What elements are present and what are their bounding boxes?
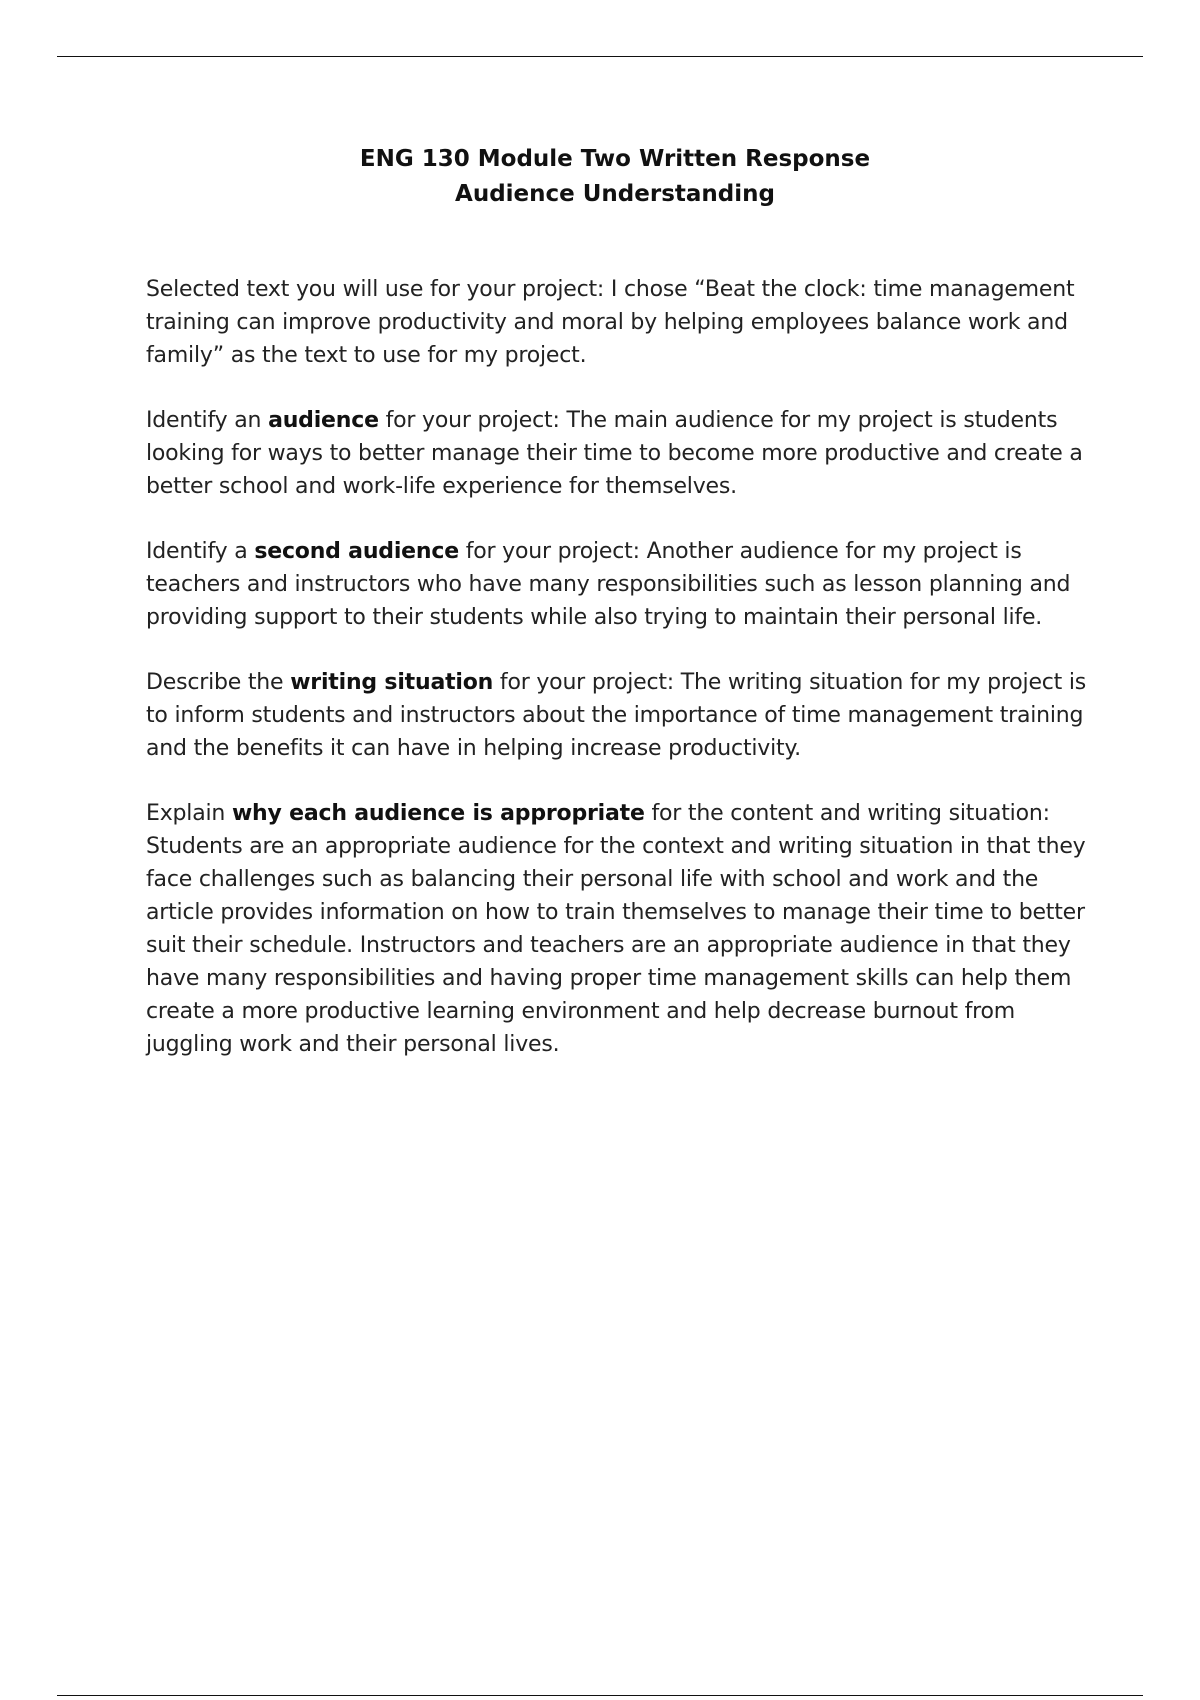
document-body (146, 273, 1102, 1093)
response-text: I chose “Beat the clock: time management training can improve productivity and moral by helping employees balance work and family” as the text to use for my project. (146, 277, 1075, 368)
paragraph-writing-situation (146, 666, 1102, 765)
paragraph-second-audience (146, 535, 1102, 634)
paragraph-audience (146, 404, 1102, 503)
document-title: ENG 130 Module Two Written Response (359, 146, 871, 172)
prompt-suffix: for the content and writing situation: (644, 801, 1050, 826)
document-subtitle: Audience Understanding (455, 181, 775, 207)
prompt-keyword: why each audience is appropriate (231, 801, 645, 826)
prompt-prefix: Explain (146, 801, 232, 826)
prompt-prefix: Identify a (146, 539, 255, 564)
prompt-suffix: for your project: (458, 539, 647, 564)
prompt-suffix: for your project: (493, 670, 681, 695)
prompt-prefix: Describe the (146, 670, 291, 695)
paragraph-selected-text (146, 273, 1102, 372)
response-text: Students are an appropriate audience for the context and writing situation in that they face challenges such as balancing their personal life with school and work and the article provides information on how to train themselves to manage their time to better suit their schedule. Instructors and teachers are an appropriate audience in that they have many responsibilities and having proper time management skills can help them create a more productive learning environment and help decrease burnout from juggling work and their personal lives. (146, 834, 1086, 1057)
paragraph-audience-appropriate (146, 797, 1102, 1061)
response-text: The main audience for my project is students looking for ways to better manage their time to become more productive and create a better school and work-life experience for themselves. (146, 408, 1083, 499)
prompt-prefix: Identify an (146, 408, 269, 433)
prompt-keyword: audience (268, 408, 379, 433)
bottom-rule (57, 1695, 1143, 1696)
top-rule (57, 56, 1143, 57)
document-title-block (0, 142, 1200, 212)
response-text: The writing situation for my project is to inform students and instructors about the importance of time management training and the benefits it can have in helping increase productivity. (146, 670, 1087, 761)
prompt-suffix: for your project: (378, 408, 567, 433)
prompt-keyword: writing situation (290, 670, 494, 695)
response-text: Another audience for my project is teachers and instructors who have many responsibilities such as lesson planning and providing support to their students while also trying to maintain their personal life. (146, 539, 1071, 630)
prompt-keyword: second audience (254, 539, 459, 564)
prompt-prefix: Selected text you will use for your project: (146, 277, 611, 302)
